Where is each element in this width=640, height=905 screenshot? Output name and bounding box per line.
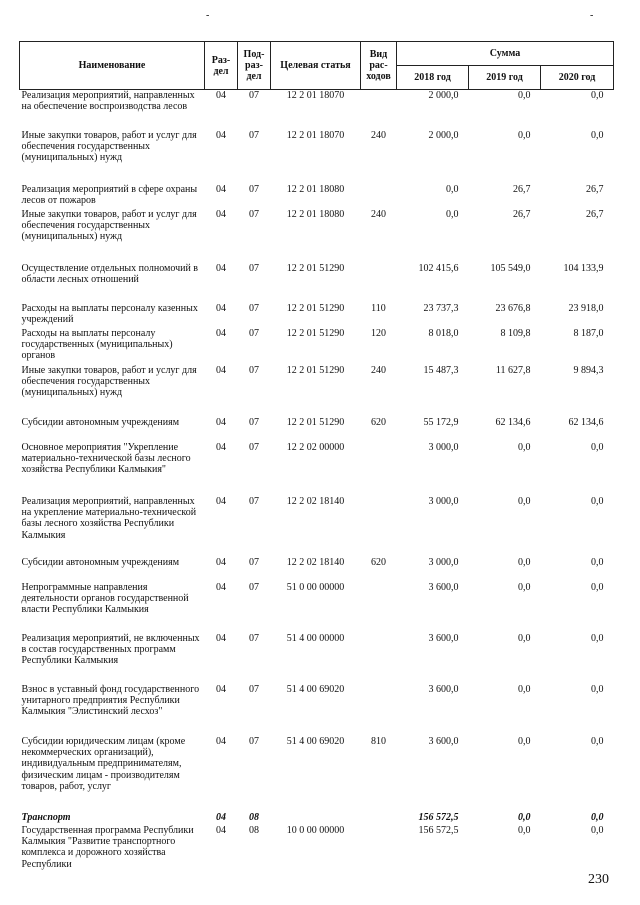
table-body <box>20 90 614 875</box>
row-target: 12 2 01 18070 <box>286 90 345 101</box>
row-razdel: 04 <box>216 632 226 644</box>
row-2019: 0,0 <box>518 129 531 141</box>
budget-table <box>19 41 614 875</box>
row-2019: 0,0 <box>518 441 531 453</box>
row-vid: 240 <box>371 364 386 376</box>
row-name: Расходы на выплаты персоналу казенных учреждений <box>21 302 198 325</box>
row-2019: 0,0 <box>518 824 531 836</box>
scan-mark-right: - <box>590 10 594 21</box>
table-row <box>20 90 614 130</box>
row-podrazdel: 07 <box>249 364 259 376</box>
row-2018: 2 000,0 <box>428 90 459 101</box>
row-2020: 8 187,0 <box>573 327 604 339</box>
header-target: Целевая статья <box>271 42 361 90</box>
page-number: 230 <box>588 872 609 887</box>
row-2018: 23 737,3 <box>423 302 459 314</box>
row-name: Субсидии автономным учреждениям <box>21 556 180 568</box>
row-vid: 110 <box>371 302 386 314</box>
row-vid: 240 <box>371 129 386 141</box>
row-name: Осуществление отдельных полномочий в области лесных отношений <box>21 262 199 285</box>
row-2020: 26,7 <box>586 183 604 195</box>
row-2020: 62 134,6 <box>568 416 604 428</box>
header-2019: 2019 год <box>469 66 541 90</box>
row-name: Иные закупки товаров, работ и услуг для обеспечения государственных (муниципальных) нужд <box>21 208 197 243</box>
header-vid: Вид рас-ходов <box>361 42 397 90</box>
row-2020: 0,0 <box>591 811 604 823</box>
table-row <box>20 328 614 365</box>
table-row <box>20 417 614 442</box>
row-name: Основное мероприятия "Укрепление материально-технической базы лесного хозяйства Республики Калмыкия" <box>21 441 191 476</box>
row-vid <box>361 496 397 557</box>
row-razdel: 04 <box>216 735 226 747</box>
row-vid: 620 <box>371 556 386 568</box>
row-2019: 0,0 <box>518 811 531 823</box>
row-podrazdel: 07 <box>249 90 259 101</box>
table-row <box>20 582 614 633</box>
row-target: 12 2 01 18080 <box>286 183 345 195</box>
row-target <box>271 812 361 825</box>
row-podrazdel: 07 <box>249 327 259 339</box>
row-vid <box>361 582 397 633</box>
row-2018: 3 000,0 <box>428 495 459 507</box>
row-razdel: 04 <box>216 824 226 836</box>
row-razdel: 04 <box>216 262 226 274</box>
row-razdel: 04 <box>216 327 226 339</box>
row-2020: 0,0 <box>591 129 604 141</box>
table-row <box>20 263 614 303</box>
row-vid <box>361 812 397 825</box>
row-podrazdel: 07 <box>249 495 259 507</box>
row-name: Реализация мероприятий, направленных на укрепление материально-технической базы лесного хозяйства Республики Калмыкия <box>21 495 197 541</box>
row-name: Реализация мероприятий, не включенных в состав государственных программ Республики Калмыкия <box>21 632 200 667</box>
table-row <box>20 684 614 736</box>
row-vid: 120 <box>371 327 386 339</box>
row-name: Реализация мероприятий в сфере охраны лесов от пожаров <box>21 183 198 206</box>
row-2019: 105 549,0 <box>490 262 531 274</box>
row-target: 12 2 01 51290 <box>286 302 345 314</box>
row-name: Транспорт <box>21 811 71 823</box>
row-target: 12 2 01 51290 <box>286 327 345 339</box>
table-row <box>20 442 614 496</box>
row-2019: 0,0 <box>518 632 531 644</box>
row-razdel: 04 <box>216 683 226 695</box>
row-razdel: 04 <box>216 183 226 195</box>
row-2019: 0,0 <box>518 735 531 747</box>
row-razdel: 04 <box>216 208 226 220</box>
row-target: 12 2 02 00000 <box>286 441 345 453</box>
row-razdel: 04 <box>216 302 226 314</box>
row-vid: 620 <box>371 416 386 428</box>
row-2020: 26,7 <box>586 208 604 220</box>
header-2018: 2018 год <box>397 66 469 90</box>
row-2020: 9 894,3 <box>573 364 604 376</box>
row-name: Государственная программа Республики Калмыкия "Развитие транспортного комплекса и дорожного хозяйства Республики <box>21 824 194 870</box>
row-2020: 104 133,9 <box>563 262 604 274</box>
row-name: Реализация мероприятий, направленных на обеспечение воспроизводства лесов <box>21 90 195 113</box>
row-vid <box>361 442 397 496</box>
row-vid <box>361 633 397 684</box>
row-vid <box>361 684 397 736</box>
table-row <box>20 812 614 825</box>
row-2018: 55 172,9 <box>423 416 459 428</box>
table-row <box>20 184 614 209</box>
row-podrazdel: 07 <box>249 556 259 568</box>
row-name: Взнос в уставный фонд государственного унитарного предприятия Республики Калмыкия "Элистинский лесхоз" <box>21 683 200 718</box>
row-name: Субсидии автономным учреждениям <box>21 416 180 428</box>
row-2018: 156 572,5 <box>418 811 459 823</box>
row-2018: 2 000,0 <box>428 129 459 141</box>
row-2020: 0,0 <box>591 735 604 747</box>
row-razdel: 04 <box>216 364 226 376</box>
row-target: 51 4 00 69020 <box>286 683 345 695</box>
row-2018: 3 600,0 <box>428 632 459 644</box>
row-2018: 3 600,0 <box>428 735 459 747</box>
row-razdel: 04 <box>216 556 226 568</box>
row-podrazdel: 07 <box>249 262 259 274</box>
row-name: Иные закупки товаров, работ и услуг для обеспечения государственных (муниципальных) нужд <box>21 364 197 399</box>
header-sum: Сумма <box>397 42 614 66</box>
row-2018: 3 000,0 <box>428 556 459 568</box>
row-2019: 62 134,6 <box>495 416 531 428</box>
table-row <box>20 633 614 684</box>
row-2020: 0,0 <box>591 495 604 507</box>
row-podrazdel: 07 <box>249 208 259 220</box>
row-name: Иные закупки товаров, работ и услуг для обеспечения государственных (муниципальных) нужд <box>21 129 197 164</box>
table-row <box>20 303 614 328</box>
row-name: Субсидии юридическим лицам (кроме некоммерческих организаций), индивидуальным предпринимателям, физическим лицам - производителям товаров, работ, услуг <box>21 735 186 793</box>
row-target: 10 0 00 00000 <box>286 824 345 836</box>
row-2020: 0,0 <box>591 441 604 453</box>
row-2018: 156 572,5 <box>418 824 459 836</box>
row-2018: 3 000,0 <box>428 441 459 453</box>
row-2020: 23 918,0 <box>568 302 604 314</box>
table-row <box>20 209 614 263</box>
row-podrazdel: 07 <box>249 683 259 695</box>
row-razdel: 04 <box>216 441 226 453</box>
row-2020: 0,0 <box>591 683 604 695</box>
row-2019: 8 109,8 <box>500 327 531 339</box>
row-vid <box>361 263 397 303</box>
row-2018: 3 600,0 <box>428 581 459 593</box>
row-vid: 810 <box>371 735 386 747</box>
row-2018: 102 415,6 <box>418 262 459 274</box>
row-vid <box>361 184 397 209</box>
row-2020: 0,0 <box>591 90 604 101</box>
row-podrazdel: 07 <box>249 441 259 453</box>
row-2019: 0,0 <box>518 581 531 593</box>
row-podrazdel: 07 <box>249 302 259 314</box>
table-row <box>20 496 614 557</box>
row-2018: 15 487,3 <box>423 364 459 376</box>
row-vid <box>361 90 397 130</box>
row-2019: 26,7 <box>513 183 531 195</box>
row-target: 12 2 02 18140 <box>286 556 345 568</box>
row-target: 12 2 01 18080 <box>286 208 345 220</box>
row-razdel: 04 <box>216 811 226 823</box>
row-2020: 0,0 <box>591 581 604 593</box>
row-razdel: 04 <box>216 129 226 141</box>
row-target: 12 2 01 51290 <box>286 416 345 428</box>
row-vid: 240 <box>371 208 386 220</box>
table-row <box>20 365 614 417</box>
row-razdel: 04 <box>216 90 226 101</box>
header-razdel: Раз-дел <box>205 42 238 90</box>
row-name: Расходы на выплаты персоналу государственных (муниципальных) органов <box>21 327 173 362</box>
row-2019: 0,0 <box>518 495 531 507</box>
row-target: 51 4 00 00000 <box>286 632 345 644</box>
row-2018: 0,0 <box>446 183 459 195</box>
row-target: 51 4 00 69020 <box>286 735 345 747</box>
header-podrazdel: Под-раз-дел <box>238 42 271 90</box>
row-2020: 0,0 <box>591 556 604 568</box>
table-row <box>20 736 614 812</box>
row-razdel: 04 <box>216 495 226 507</box>
row-2019: 0,0 <box>518 90 531 101</box>
table-row <box>20 825 614 875</box>
row-podrazdel: 07 <box>249 735 259 747</box>
row-target: 51 0 00 00000 <box>286 581 345 593</box>
header-name: Наименование <box>20 42 205 90</box>
scan-mark-left: - <box>206 10 210 21</box>
row-2018: 3 600,0 <box>428 683 459 695</box>
row-target: 12 2 01 51290 <box>286 262 345 274</box>
row-razdel: 04 <box>216 581 226 593</box>
row-name: Непрограммные направления деятельности органов государственной власти Республики Калмыкия <box>21 581 189 616</box>
table-row <box>20 130 614 184</box>
row-2019: 0,0 <box>518 556 531 568</box>
row-podrazdel: 07 <box>249 632 259 644</box>
row-podrazdel: 08 <box>249 811 259 823</box>
row-podrazdel: 07 <box>249 581 259 593</box>
table-header <box>20 42 614 90</box>
row-target: 12 2 01 18070 <box>286 129 345 141</box>
row-razdel: 04 <box>216 416 226 428</box>
row-2019: 23 676,8 <box>495 302 531 314</box>
row-2019: 26,7 <box>513 208 531 220</box>
header-2020: 2020 год <box>541 66 614 90</box>
row-target: 12 2 02 18140 <box>286 495 345 507</box>
row-podrazdel: 07 <box>249 183 259 195</box>
row-vid <box>361 825 397 875</box>
row-podrazdel: 07 <box>249 416 259 428</box>
table-row <box>20 557 614 582</box>
row-2019: 0,0 <box>518 683 531 695</box>
row-2020: 0,0 <box>591 824 604 836</box>
row-target: 12 2 01 51290 <box>286 364 345 376</box>
row-2018: 0,0 <box>446 208 459 220</box>
row-2020: 0,0 <box>591 632 604 644</box>
row-podrazdel: 08 <box>249 824 259 836</box>
row-podrazdel: 07 <box>249 129 259 141</box>
row-2019: 11 627,8 <box>495 364 531 376</box>
row-2018: 8 018,0 <box>428 327 459 339</box>
